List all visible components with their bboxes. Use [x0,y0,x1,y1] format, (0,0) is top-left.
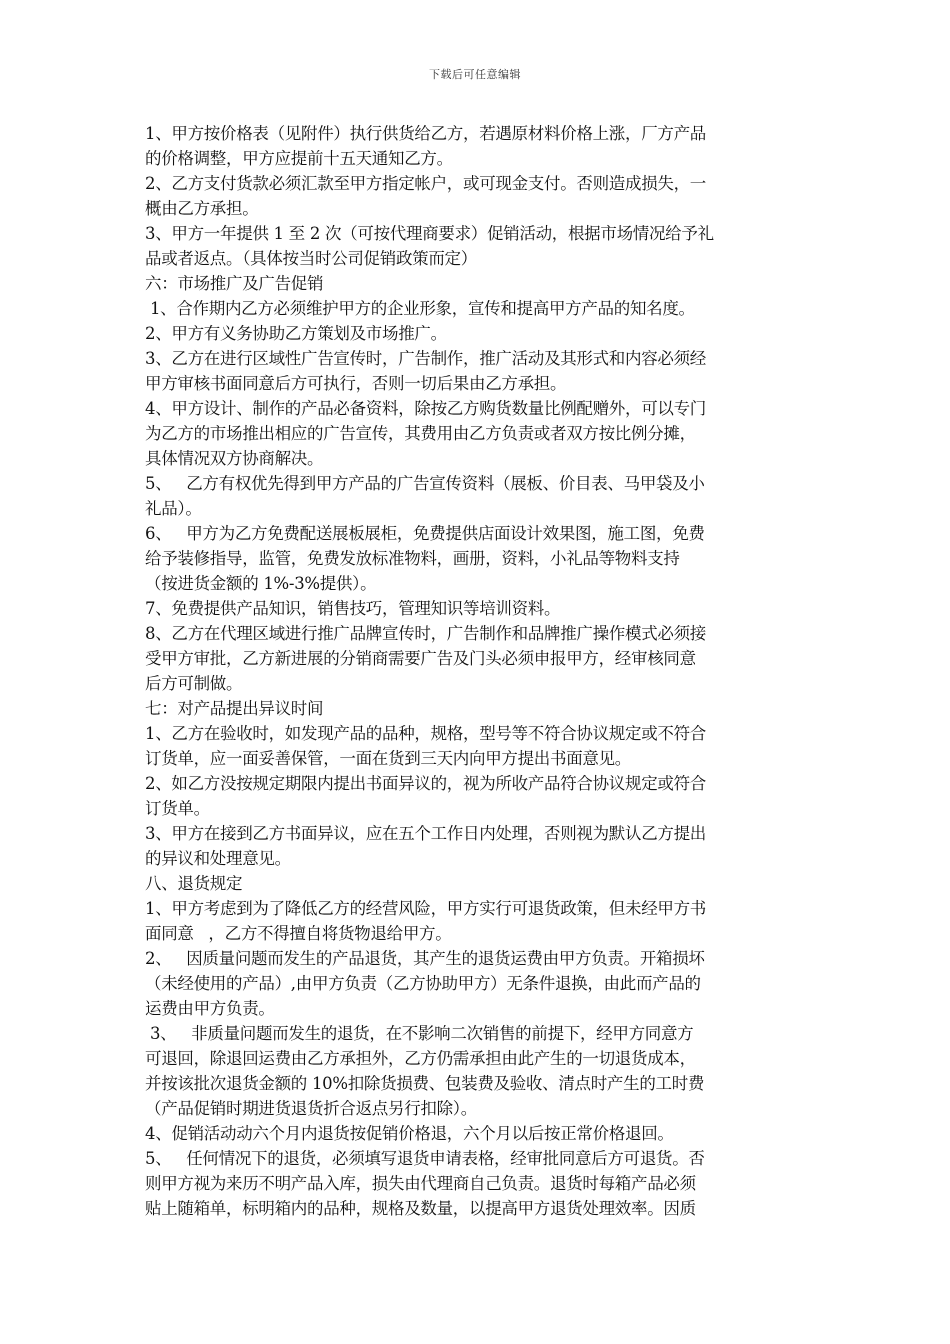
text-line: 运费由甲方负责。 [145,999,275,1018]
document-body [145,121,810,1221]
text-line: 订货单。 [145,799,210,818]
text-line: 后方可制做。 [145,674,243,693]
text-line: 3、 非质量问题而发生的退货，在不影响二次销售的前提下，经甲方同意方 [145,1024,694,1043]
text-line: 甲方审核书面同意后方可执行，否则一切后果由乙方承担。 [145,374,567,393]
text-line: 受甲方审批，乙方新进展的分销商需要广告及门头必须申报甲方，经审核同意 [145,649,696,668]
text-line: 4、甲方设计、制作的产品必备资料，除按乙方购货数量比例配赠外，可以专门 [145,399,706,418]
text-line: （按进货金额的 1%-3%提供）。 [145,574,377,593]
text-line: 2、甲方有义务协助乙方策划及市场推广。 [145,324,447,343]
text-line: 4、促销活动动六个月内退货按促销价格退，六个月以后按正常价格退回。 [145,1124,674,1143]
text-line: 6、 甲方为乙方免费配送展板展柜，免费提供店面设计效果图，施工图，免费 [145,524,705,543]
page-header: 下载后可任意编辑 [429,68,521,81]
text-line: 1、甲方考虑到为了降低乙方的经营风险，甲方实行可退货政策，但未经甲方书 [145,899,706,918]
text-line: 1、乙方在验收时，如发现产品的品种，规格，型号等不符合协议规定或不符合 [145,724,706,743]
text-line: 具体情况双方协商解决。 [145,449,324,468]
text-line: 的价格调整，甲方应提前十五天通知乙方。 [145,149,453,168]
text-line: 2、如乙方没按规定期限内提出书面异议的，视为所收产品符合协议规定或符合 [145,774,706,793]
text-line: 面同意 ，乙方不得擅自将货物退给甲方。 [145,924,452,943]
text-line: 并按该批次退货金额的 10%扣除货损费、包装费及验收、清点时产生的工时费 [145,1074,705,1093]
text-line: 六：市场推广及广告促销 [145,274,324,293]
text-line: 订货单，应一面妥善保管，一面在货到三天内向甲方提出书面意见。 [145,749,632,768]
text-line: 3、甲方在接到乙方书面异议，应在五个工作日内处理，否则视为默认乙方提出 [145,824,706,843]
text-line: 贴上随箱单，标明箱内的品种，规格及数量，以提高甲方退货处理效率。因质 [145,1199,696,1218]
text-line: （未经使用的产品）,由甲方负责（乙方协助甲方）无条件退换，由此而产品的 [145,974,701,993]
text-line: 7、免费提供产品知识，销售技巧，管理知识等培训资料。 [145,599,561,618]
text-line: 1、甲方按价格表（见附件）执行供货给乙方，若遇原材料价格上涨，厂方产品 [145,124,706,143]
text-line: 七：对产品提出异议时间 [145,699,324,718]
text-line: 则甲方视为来历不明产品入库，损失由代理商自己负责。退货时每箱产品必须 [145,1174,696,1193]
text-line: 给予装修指导，监管，免费发放标准物料，画册，资料，小礼品等物料支持 [145,549,680,568]
text-line: 8、乙方在代理区域进行推广品牌宣传时，广告制作和品牌推广操作模式必须接 [145,624,706,643]
text-line: 品或者返点。（具体按当时公司促销政策而定） [145,249,477,268]
text-line: 2、 因质量问题而发生的产品退货，其产生的退货运费由甲方负责。开箱损坏 [145,949,705,968]
text-line: 3、乙方在进行区域性广告宣传时，广告制作，推广活动及其形式和内容必须经 [145,349,706,368]
text-line: 八、退货规定 [145,874,243,893]
text-line: 概由乙方承担。 [145,199,259,218]
text-line: 为乙方的市场推出相应的广告宣传，其费用由乙方负责或者双方按比例分摊， [145,424,696,443]
text-line: 的异议和处理意见。 [145,849,291,868]
text-line: 礼品）。 [145,499,202,518]
text-line: 可退回，除退回运费由乙方承担外，乙方仍需承担由此产生的一切退货成本， [145,1049,696,1068]
text-line: 3、甲方一年提供 1 至 2 次（可按代理商要求）促销活动，根据市场情况给予礼 [145,224,714,243]
text-line: （产品促销时期进货退货折合返点另行扣除）。 [145,1099,477,1118]
text-line: 5、 乙方有权优先得到甲方产品的广告宣传资料（展板、价目表、马甲袋及小 [145,474,705,493]
text-line: 5、 任何情况下的退货，必须填写退货申请表格，经审批同意后方可退货。否 [145,1149,705,1168]
text-line: 2、乙方支付货款必须汇款至甲方指定帐户，或可现金支付。否则造成损失，一 [145,174,706,193]
text-line: 1、合作期内乙方必须维护甲方的企业形象，宣传和提高甲方产品的知名度。 [145,299,695,318]
